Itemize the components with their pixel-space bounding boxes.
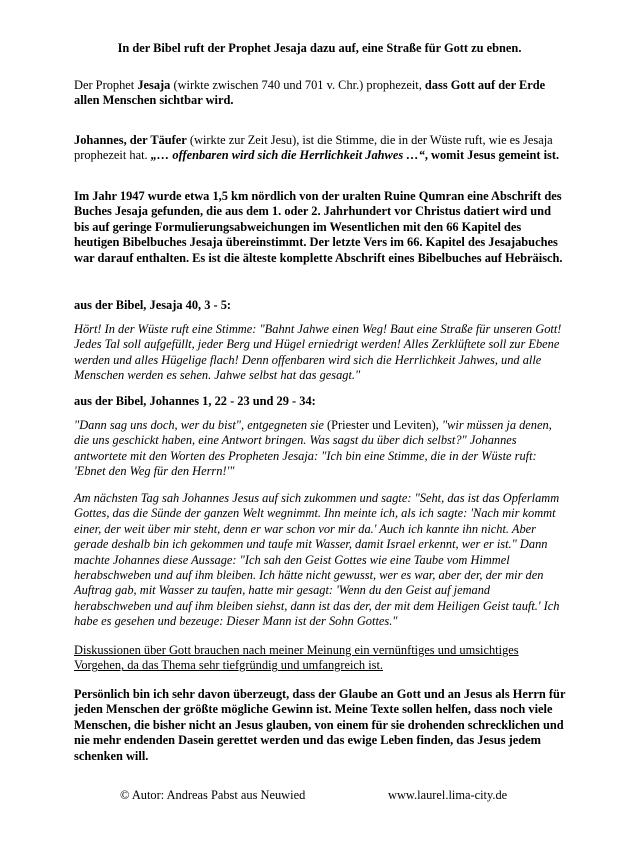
document-title: In der Bibel ruft der Prophet Jesaja dazu auf, eine Straße für Gott zu ebnen. bbox=[117, 41, 522, 55]
q2-text-c: , "wir müssen ja denen, die uns geschickt haben, eine Antwort bringen. Was sagst du über dich selbst?" Johannes antwortete mit den Worten des Propheten Jesaja: "Ich bin eine Stimme, die in der Wüste ruft: 'Ebnet den Weg für den Herrn!'" bbox=[74, 418, 552, 479]
paragraph-qumran: Im Jahr 1947 wurde etwa 1,5 km nördlich von der uralten Ruine Qumran eine Abschrift des Buches Jesaja gefunden, die aus dem 1. oder 2. Jahrhundert vor Christus datiert wird und bis auf geringe Formulierungsabweichungen im Wesentlichen mit den 66 Kapitel des heutigen Bibelbuches Jesaja übereinstimmt. Der letzte Vers im 66. Kapitel des Jesajabuches war darauf enthalten. Es ist die älteste komplette Abschrift eines Bibelbuches auf Hebräisch. bbox=[74, 189, 563, 265]
p2-text-d: , womit Jesus gemeint ist. bbox=[424, 148, 560, 163]
p2-text-b: (wirkte zur Zeit Jesu), ist die Stimme, die in der Wüste ruft, wie es Jesaja prophezeit hat. bbox=[74, 133, 553, 163]
quote-johannes-1-22 bbox=[74, 418, 567, 480]
paragraph-diskussionen: Diskussionen über Gott brauchen nach meiner Meinung ein vernünftiges und umsichtiges Vorgehen, da das Thema sehr tiefgründig und umfangreich ist. bbox=[74, 643, 519, 673]
paragraph-prophet-jesaja bbox=[74, 78, 567, 109]
p1-text-c: (wirkte zwischen 740 und 701 v. Chr.) prophezeit, bbox=[170, 78, 425, 92]
q2-text-b: (Priester und Leviten) bbox=[327, 418, 436, 432]
p2-name-johannes: Johannes, der Täufer bbox=[74, 133, 187, 147]
footer-url[interactable]: www.laurel.lima-city.de bbox=[388, 788, 508, 802]
quote-johannes-1-29: Am nächsten Tag sah Johannes Jesus auf sich zukommen und sagte: "Seht, das ist das Opferlamm Gottes, das die Sünde der ganzen Welt wegnimmt. Ihn meinte ich, als ich sagte: 'Nach mir kommt einer, der weit über mir steht, denn er war schon vor mir da.' Auch ich kannte ihn nicht. Aber gerade deshalb bin ich gekommen und taufe mit Wasser, damit Israel erkennt, wer er ist." Dann machte Johannes diese Aussage: "Ich sah den Geist Gottes wie eine Taube vom Himmel herabschweben und auf ihm bleiben. Ich hätte nicht gewusst, wer es war, aber der, der mir den Auftrag gab, mit Wasser zu taufen, hatte mir gesagt: 'Wenn du den Geist auf jemand herabschweben und auf ihm bleiben siehst, dann ist das der, der mit dem Heiligen Geist tauft.' Ich habe es gesehen und bezeuge: Dieser Mann ist der Sohn Gottes." bbox=[74, 491, 560, 629]
p1-text-d: dass Gott auf der Erde allen Menschen sichtbar wird. bbox=[74, 78, 546, 108]
heading-jesaja-40: aus der Bibel, Jesaja 40, 3 - 5: bbox=[74, 298, 232, 312]
p1-text-a: Der Prophet bbox=[74, 78, 138, 92]
p2-quote: „… offenbaren wird sich die Herrlichkeit Jahwes …“ bbox=[150, 148, 425, 163]
paragraph-persoenlich: Persönlich bin ich sehr davon überzeugt, dass der Glaube an Gott und an Jesus als Herrn für jeden Menschen der größte mögliche Gewinn ist. Meine Texte sollen helfen, dass noch viele Menschen, die bisher nicht an Jesus glauben, von einem für sie drohenden schrecklichen und nie mehr endenden Dasein gerettet werden und das ewige Leben finden, das Jesus jedem schenken will. bbox=[74, 687, 566, 763]
p1-name-jesaja: Jesaja bbox=[137, 78, 171, 92]
quote-jesaja-40: Hört! In der Wüste ruft eine Stimme: "Bahnt Jahwe einen Weg! Baut eine Straße für unseren Gott! Jedes Tal soll aufgefüllt, jeder Berg und Hügel erniedrigt werden! Alles Zerklüftete soll zur Ebene werden und alles Hügelige flach! Denn offenbaren wird sich die Herrlichkeit Jahwes, und alle Menschen werden es sehen. Jahwe selbst hat das gesagt." bbox=[74, 322, 562, 383]
heading-johannes-1: aus der Bibel, Johannes 1, 22 - 23 und 29 - 34: bbox=[74, 394, 316, 408]
q2-text-a: "Dann sag uns doch, wer du bist", entgegneten sie bbox=[74, 418, 328, 432]
footer-author: © Autor: Andreas Pabst aus Neuwied bbox=[120, 788, 306, 802]
paragraph-johannes bbox=[74, 133, 567, 164]
